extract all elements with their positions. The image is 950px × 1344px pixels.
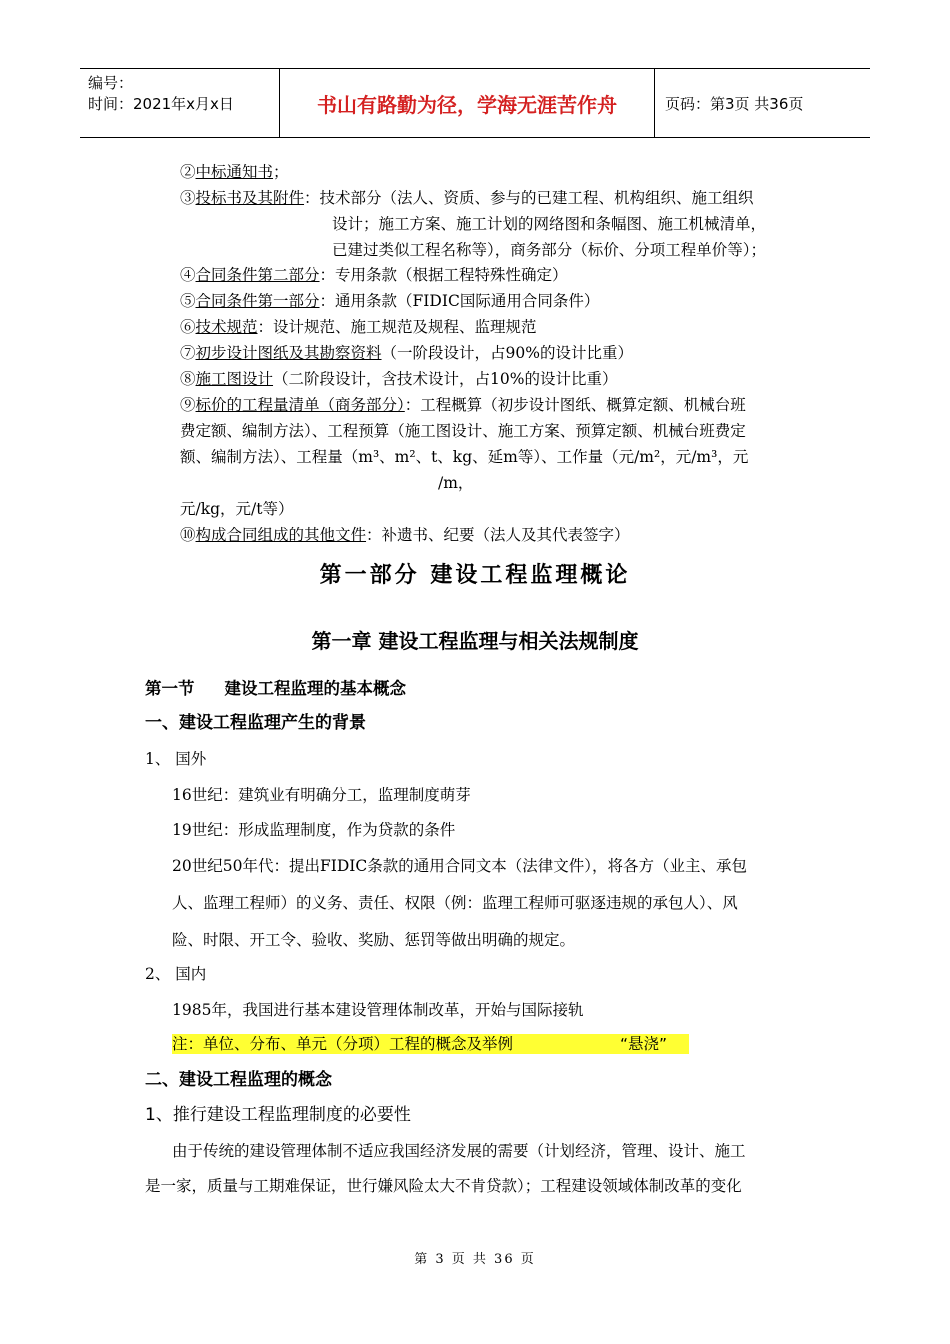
highlighted-note: 注：单位、分布、单元（分项）工程的概念及举例 “悬浇” bbox=[172, 1034, 689, 1054]
list-item: ⑨标价的工程量清单（商务部分）：工程概算（初步设计图纸、概算定额、机械台班 bbox=[180, 396, 746, 414]
note-quote: “悬浇” bbox=[620, 1035, 668, 1053]
list-item: ④合同条件第二部分：专用条款（根据工程特殊性确定） bbox=[180, 266, 568, 284]
list-item-continuation: 元/kg，元/t等） bbox=[180, 500, 294, 518]
list-item: ⑧施工图设计（二阶段设计，含技术设计，占10%的设计比重） bbox=[180, 370, 618, 388]
page-footer: 第 3 页 共 36 页 bbox=[414, 1252, 536, 1267]
paragraph-line: 人、监理工程师）的义务、责任、权限（例：监理工程师可驱逐违规的承包人）、风 bbox=[172, 894, 738, 912]
paragraph-line: 险、时限、开工令、验收、奖励、惩罚等做出明确的规定。 bbox=[172, 931, 576, 949]
list-item: ⑦初步设计图纸及其勘察资料（一阶段设计，占90%的设计比重） bbox=[180, 344, 633, 362]
heading-background: 一、建设工程监理产生的背景 bbox=[145, 713, 366, 733]
subheading-necessity: 1、推行建设工程监理制度的必要性 bbox=[145, 1105, 411, 1125]
subheading-foreign: 1、 国外 bbox=[145, 750, 207, 768]
list-item: ⑤合同条件第一部分：通用条款（FIDIC国际通用合同条件） bbox=[180, 292, 600, 310]
paragraph-line: 20世纪50年代：提出FIDIC条款的通用合同文本（法律文件），将各方（业主、承包 bbox=[172, 857, 747, 875]
list-item: ⑩构成合同组成的其他文件：补遗书、纪要（法人及其代表签字） bbox=[180, 526, 630, 544]
page-header bbox=[80, 68, 870, 138]
header-page-info: 页码：第3页 共36页 bbox=[665, 94, 804, 113]
list-item-continuation: 设计；施工方案、施工计划的网络图和条幅图、施工机械清单， bbox=[332, 215, 767, 233]
paragraph-line: 1985年，我国进行基本建设管理体制改革，开始与国际接轨 bbox=[172, 1001, 584, 1019]
paragraph-line: 16世纪：建筑业有明确分工，监理制度萌芽 bbox=[172, 786, 471, 804]
list-item: ⑥技术规范：设计规范、施工规范及规程、监理规范 bbox=[180, 318, 537, 336]
subheading-domestic: 2、 国内 bbox=[145, 965, 207, 983]
list-item-continuation: /m， bbox=[438, 474, 474, 492]
list-item-continuation: 额、编制方法）、工程量（m³、m²、t、kg、延m等）、工作量（元/m²，元/m³，元 bbox=[180, 448, 749, 466]
part-title: 第一部分 建设工程监理概论 bbox=[319, 562, 631, 588]
chapter-title: 第一章 建设工程监理与相关法规制度 bbox=[311, 629, 639, 653]
header-meta bbox=[80, 69, 280, 137]
list-item: ③投标书及其附件：技术部分（法人、资质、参与的已建工程、机构组织、施工组织 bbox=[180, 189, 754, 207]
list-item: ②中标通知书； bbox=[180, 163, 289, 181]
paragraph-line: 是一家，质量与工期难保证，世行嫌风险太大不肯贷款）；工程建设领域体制改革的变化 bbox=[145, 1177, 742, 1195]
list-item-continuation: 已建过类似工程名称等），商务部分（标价、分项工程单价等）； bbox=[332, 241, 767, 259]
section-heading: 第一节 建设工程监理的基本概念 bbox=[145, 679, 406, 698]
header-time: 时间：2021年x月x日 bbox=[88, 95, 234, 113]
paragraph-line: 19世纪：形成监理制度，作为贷款的条件 bbox=[172, 821, 456, 839]
heading-concept: 二、建设工程监理的概念 bbox=[145, 1070, 332, 1090]
paragraph-line: 由于传统的建设管理体制不适应我国经济发展的需要（计划经济，管理、设计、施工 bbox=[172, 1142, 746, 1160]
list-item-continuation: 费定额、编制方法）、工程预算（施工图设计、施工方案、预算定额、机械台班费定 bbox=[180, 422, 746, 440]
header-number: 编号： bbox=[88, 74, 134, 92]
header-motto: 书山有路勤为径，学海无涯苦作舟 bbox=[280, 69, 655, 137]
